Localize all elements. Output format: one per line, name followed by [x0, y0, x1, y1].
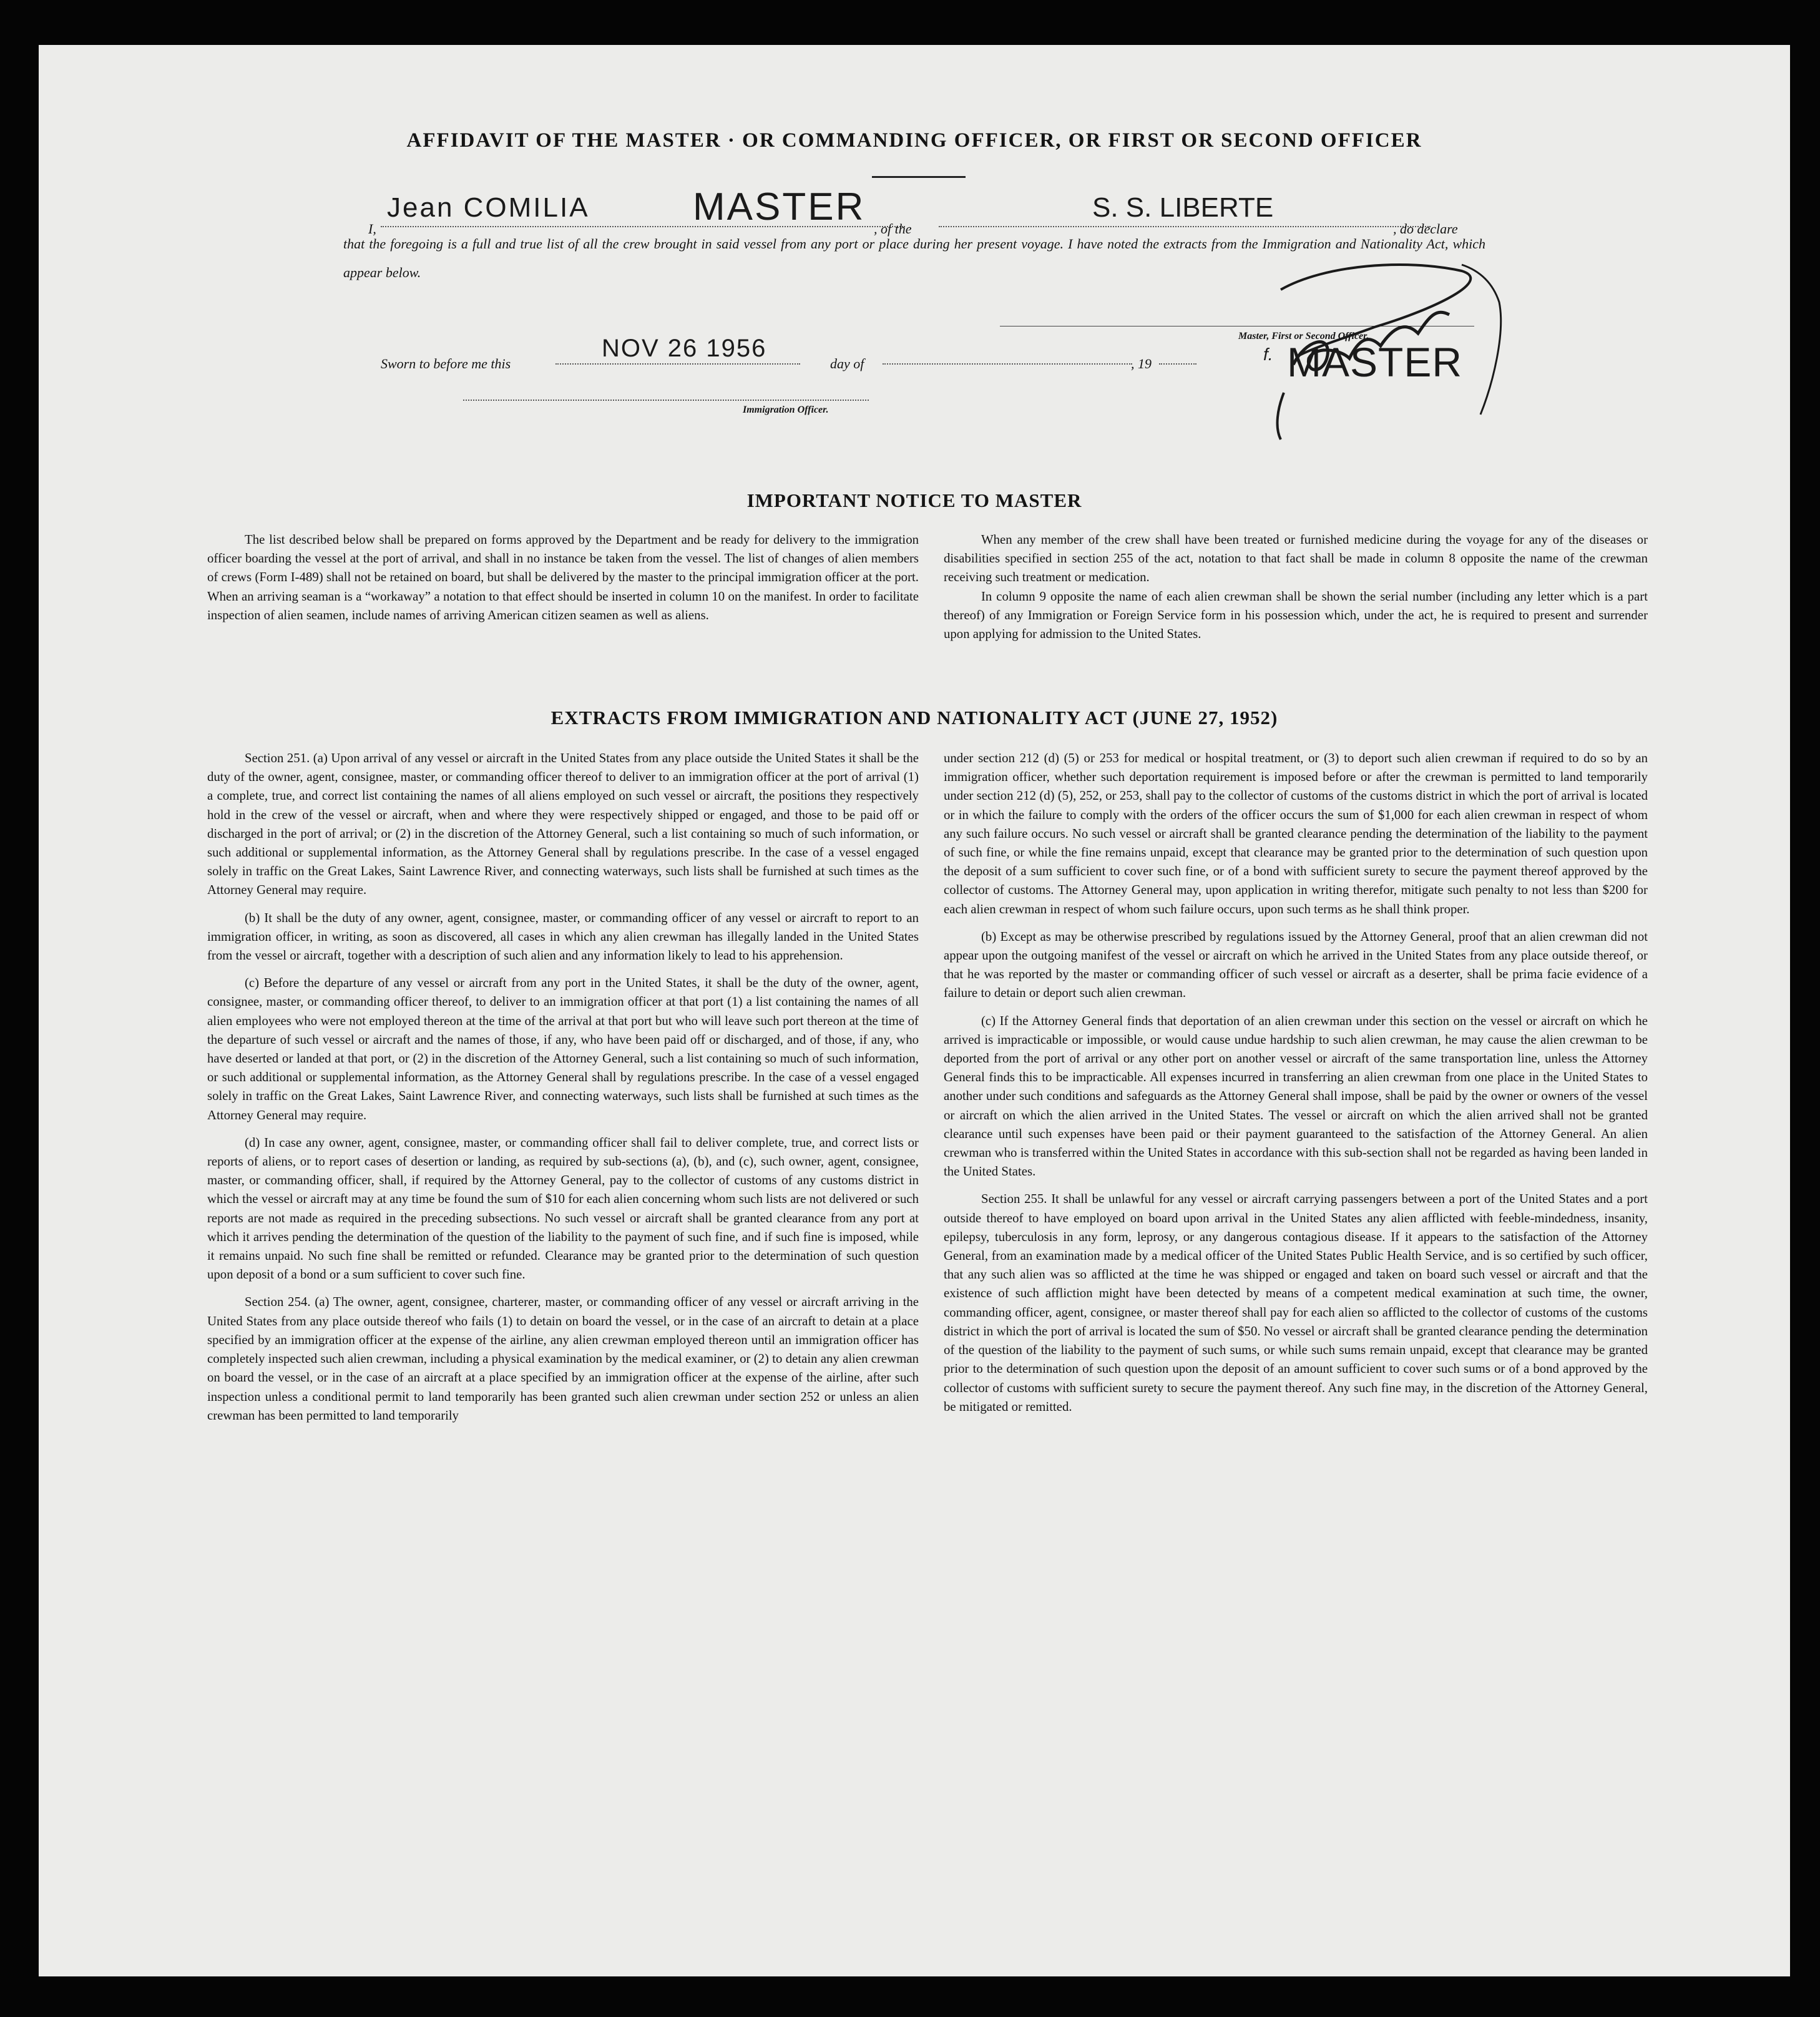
- crew-member-name: Jean COMILIA: [387, 192, 590, 223]
- title-rule: [872, 176, 966, 178]
- sworn-label: Sworn to before me this: [381, 356, 511, 371]
- declaration-text: that the foregoing is a full and true list of all the crew brought in said vessel from any port or place during her present voyage. I have noted the extracts from the Immigration and Nationality Act, which appear below.: [343, 236, 1485, 280]
- rank: MASTER: [693, 185, 866, 228]
- immigration-officer-caption: Immigration Officer.: [743, 405, 829, 415]
- immigration-officer-line: [463, 400, 869, 401]
- extracts-left-column: [207, 749, 919, 1425]
- i-prefix: I,: [368, 221, 376, 237]
- notice-right-column: [944, 531, 1648, 644]
- extract-paragraph: (b) It shall be the duty of any owner, agent, consignee, master, or commanding officer of any vessel or aircraft to report to an immigration officer, in writing, as soon as discovered, all cases in which any alien crewman has illegally landed in the United States from the vessel or aircraft, together with a description of such alien and any information likely to lead to his apprehension.: [207, 910, 919, 963]
- extract-paragraph: Section 255. It shall be unlawful for any vessel or aircraft carrying passengers between a port of the United States and a port outside thereof to have employed on board upon arrival in the United States any alien afflicted with feeble-mindedness, insanity, epilepsy, tuberculosis in any form, leprosy, or any dangerous contagious disease. If it appears to the satisfaction of the Attorney General, from an examination made by a medical officer of the United States Public Health Service, and is so certified by such officer, that any such alien was so afflicted at the time he was shipped or engaged and taken on board such vessel or aircraft and that the existence of such affliction might have been detected by means of a competent medical examination at such time, the owner, commanding officer, agent, consignee, or master thereof shall pay for each alien so afflicted to the collector of customs of the customs district in which the port of arrival is located the sum of $50. No vessel or aircraft shall be granted clearance pending the determination of the question of the liability to the payment of such sums, or while such sums remain unpaid, except that clearance may be granted prior to the determination of such question upon the deposit of an amount sufficient to cover such sums or of a bond approved by the collector of customs with sufficient surety to secure the payment thereof. Any such fine may, in the discretion of the Attorney General, be mitigated or remitted.: [944, 1192, 1648, 1414]
- extract-paragraph: Section 251. (a) Upon arrival of any vessel or aircraft in the United States from any place outside the United States it shall be the duty of the owner, agent, consignee, master, or commanding officer thereof to deliver to an immigration officer at the port of arrival (1) a complete, true, and correct list containing the names of all aliens employed on such vessel or aircraft, the positions they respectively hold in the crew of the vessel or aircraft, when and where they were respectively shipped or engaged, and those to be paid off or discharged in the port of arrival; or (2) in the discretion of the Attorney General, such a list containing so much of such information, or such additional or supplemental information, as the Attorney General shall by regulations prescribe. In the case of a vessel engaged solely in traffic on the Great Lakes, Saint Lawrence River, and connecting waterways, such lists shall be furnished at such times as the Attorney General may require.: [207, 751, 919, 898]
- vessel-name: S. S. LIBERTE: [1092, 192, 1274, 223]
- notice-paragraph: In column 9 opposite the name of each alien crewman shall be shown the serial number (including any letter which is a part thereof) of any Immigration or Foreign Service form in his possession which, under the act, he is required to present and surrender upon applying for admission to the United States.: [944, 589, 1648, 642]
- notice-heading: IMPORTANT NOTICE TO MASTER: [746, 489, 1082, 511]
- sworn-date-stamp: NOV 26 1956: [602, 335, 767, 362]
- extract-paragraph: (c) If the Attorney General finds that deportation of an alien crewman under this section on the vessel or aircraft on which he arrived is impracticable or impossible, or would cause undue hardship to such alien crewman, he may cause the alien crewman to be deported from the port of arrival or any other port on another vessel or aircraft of the same transportation line, unless the Attorney General finds this to be impracticable. All expenses incurred in transferring an alien crewman from one place in the United States to another under such conditions and safeguards as the Attorney General shall impose, shall be paid by the owner or owners of the vessel or aircraft on which the alien arrived in the United States. The vessel or aircraft on which the alien arrived shall not be granted clearance until such expenses have been paid or their payment guaranteed to the satisfaction of the Attorney General. An alien crewman who is transferred within the United States in accordance with this sub-section shall not be regarded as having been landed in the United States.: [944, 1013, 1648, 1179]
- of-the-label: , of the: [874, 221, 912, 237]
- extract-paragraph: Section 254. (a) The owner, agent, consignee, charterer, master, or commanding officer of any vessel or aircraft arriving in the United States from any place outside thereof who fails (1) to detain on board the vessel, or in the case of an aircraft to detain at a place specified by an immigration officer at the expense of the airline, any alien crewman employed thereon until an immigration officer has completely inspected such alien crewman, including a physical examination by the medical examiner, or (2) to detain any alien crewman on board the vessel, or in the case of an aircraft at a place specified by an immigration officer at the expense of the airline, after such inspection unless a conditional permit to land temporarily has been granted such alien crewman under section 252 or unless an alien crewman has been permitted to land temporarily: [207, 1295, 919, 1423]
- notice-paragraph: When any member of the crew shall have been treated or furnished medicine during the voyage for any of the diseases or disabilities specified in section 255 of the act, notation to that fact shall be made in column 8 opposite the name of the crewman receiving such treatment or medication.: [944, 532, 1648, 585]
- extracts-right-column: [944, 749, 1648, 1416]
- month-line: [883, 363, 1132, 365]
- extracts-heading: EXTRACTS FROM IMMIGRATION AND NATIONALITY ACT (JUNE 27, 1952): [550, 707, 1278, 729]
- extract-paragraph: under section 212 (d) (5) or 253 for medical or hospital treatment, or (3) to deport such alien crewman if required to do so by an immigration officer, whether such deportation requirement is imposed before or after the crewman is permitted to land temporarily under section 212 (d) (5), 252, or 253, shall pay to the collector of customs of the customs district in which the port of arrival is located or in which the failure to comply with the orders of the officer occurs the sum of $1,000 for each alien crewman in respect of whom any such failure occurs. No such vessel or aircraft shall be granted clearance pending the determination of the liability to the payment of such fine, or while the fine remains unpaid, except that clearance may be granted prior to the determination of such question upon the deposit of a sum sufficient to cover such fine, or of a bond with sufficient surety to secure the payment thereof approved by the collector of customs. The Attorney General may, upon application in writing therefor, mitigate such penalty to not less than $200 for each alien crewman in respect of whom such failure occurs, upon such terms as he shall think proper.: [944, 751, 1648, 916]
- year-line: [1159, 363, 1196, 365]
- sworn-date-line: [555, 363, 800, 365]
- document-page: [39, 45, 1790, 1976]
- extract-paragraph: (d) In case any owner, agent, consignee, master, or commanding officer shall fail to deliver complete, true, and correct lists or reports of aliens, or to report cases of desertion or landing, as required by sub-sections (a), (b), and (c), such owner, agent, consignee, master, or commanding officer, shall, if required by the Attorney General, pay to the collector of customs of any customs district in which the vessel or aircraft may at any time be found the sum of $10 for each alien concerning whom such lists are not delivered or such reports are not made as required in the preceding subsections. No such vessel or aircraft shall be granted clearance from any port at which it arrives pending the determination of the question of the liability to the payment of such fine, and if such fine is imposed, while it remains unpaid. No such fine shall be remitted or refunded. Clearance may be granted prior to the determination of such question upon deposit of a bond or a sum sufficient to cover such fine.: [207, 1135, 919, 1282]
- day-of-label: day of: [830, 356, 864, 371]
- notice-left-column: [207, 531, 919, 625]
- signature-initial: f.: [1263, 345, 1273, 364]
- extract-paragraph: (b) Except as may be otherwise prescribed by regulations issued by the Attorney General, proof that an alien crewman did not appear upon the outgoing manifest of the vessel or aircraft on which he arrived in the United States from any place outside thereof, or that he was reported by the master or commanding officer of such vessel or aircraft as a deserter, shall be prima facie evidence of a failure to detain or deport such alien crewman.: [944, 929, 1648, 1001]
- extract-paragraph: (c) Before the departure of any vessel or aircraft from any port in the United States, it shall be the duty of the owner, agent, consignee, master, or commanding officer thereof, to deliver to an immigration officer at that port (1) a list containing the names of all alien employees who were not employed thereon at the time of the arrival at that port but who will leave such port thereon at the time of the departure of such vessel or aircraft and the names of those, if any, who have been paid off or discharged, and of those, if any, who have deserted or landed at that port, or (2) in the discretion of the Attorney General, such a list containing so much of such information, or such additional or supplemental information, as the Attorney General shall by regulations prescribe. In the case of a vessel engaged solely in traffic on the Great Lakes, Saint Lawrence River, and connecting waterways, such lists shall be furnished at such times as the Attorney General may require.: [207, 976, 919, 1122]
- master-stamp: MASTER: [1287, 339, 1463, 385]
- signature-caption: Master, First or Second Officer.: [1238, 331, 1369, 341]
- notice-paragraph: The list described below shall be prepared on forms approved by the Department and be ready for delivery to the immigration officer boarding the vessel at the port of arrival, and shall in no instance be taken from the vessel. The list of changes of alien members of crews (Form I-489) shall not be retained on board, but shall be delivered by the master to the principal immigration officer at the port. When an arriving seaman is a “workaway” a notation to that effect should be inserted in column 10 on the manifest. In order to facilitate inspection of alien seamen, include names of arriving American citizen seamen as well as aliens.: [207, 532, 919, 622]
- year-label: , 19: [1131, 356, 1152, 371]
- vessel-line: [939, 226, 1431, 227]
- affidavit-title: AFFIDAVIT OF THE MASTER · OR COMMANDING OFFICER, OR FIRST OR SECOND OFFICER: [406, 129, 1422, 152]
- do-declare-label: , do declare: [1393, 221, 1458, 237]
